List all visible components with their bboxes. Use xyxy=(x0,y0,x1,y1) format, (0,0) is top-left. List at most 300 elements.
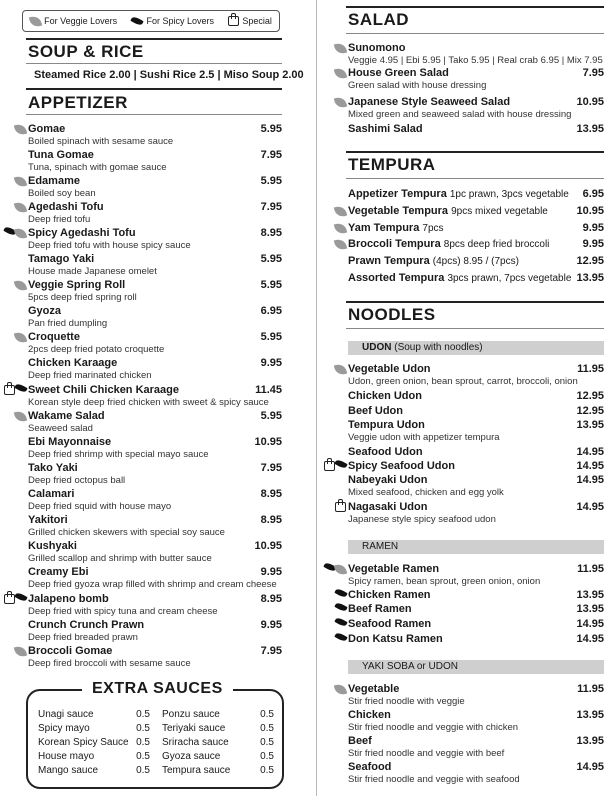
menu-item xyxy=(348,618,604,631)
menu-item xyxy=(28,357,282,381)
leaf-icon xyxy=(14,331,27,344)
menu-item xyxy=(28,488,282,512)
menu-item xyxy=(348,501,604,525)
yaki-bar: YAKI SOBA or UDON xyxy=(348,660,604,674)
soup-rice-line: Steamed Rice 2.00 | Sushi Rice 2.5 | Miso Soup 2.00 xyxy=(34,69,304,81)
item-description: Spicy ramen, bean sprout, green onion, onion xyxy=(348,576,541,587)
chili-icon xyxy=(334,601,347,612)
item-price: 13.95 xyxy=(576,123,604,135)
item-name-text: Beef Ramen xyxy=(348,603,412,615)
item-price: 6.95 xyxy=(260,305,282,317)
item-price: 9.95 xyxy=(582,222,604,234)
item-name-text: Kushyaki xyxy=(28,540,77,552)
leaf-icon xyxy=(334,683,347,696)
item-price: 14.95 xyxy=(576,501,604,513)
item-description: Veggie udon with appetizer tempura xyxy=(348,432,500,443)
sauce-name: Spicy mayo xyxy=(38,723,90,734)
sauce-name: Gyoza sauce xyxy=(162,751,221,762)
item-description: 5pcs deep fried spring roll xyxy=(28,292,137,303)
sauce-row xyxy=(38,764,150,777)
item-description: Veggie 4.95 | Ebi 5.95 | Tako 5.95 | Real crab 6.95 | Mix 7.95 xyxy=(348,55,603,66)
item-description: House made Japanese omelet xyxy=(28,266,157,277)
item-price: 9.95 xyxy=(260,357,282,369)
menu-item xyxy=(348,42,604,66)
item-name-text: Seafood Ramen xyxy=(348,618,432,630)
item-description: Seaweed salad xyxy=(28,423,93,434)
item-name-text: House Green Salad xyxy=(348,67,449,79)
sauce-row xyxy=(38,736,150,749)
item-name xyxy=(28,645,282,658)
menu-item xyxy=(348,709,604,733)
item-name xyxy=(348,501,604,514)
leaf-icon xyxy=(334,563,347,576)
leaf-icon xyxy=(334,67,347,80)
item-description: 2pcs deep fried potato croquette xyxy=(28,344,165,355)
menu-item xyxy=(348,188,604,201)
menu-item xyxy=(28,619,282,643)
thumbs-up-icon xyxy=(4,385,15,395)
item-price: 5.95 xyxy=(260,175,282,187)
sauce-price: 0.5 xyxy=(260,751,274,762)
item-name-text: Sunomono xyxy=(348,42,406,54)
leaf-icon xyxy=(334,363,347,376)
appetizer-title: APPETIZER xyxy=(28,93,128,112)
item-name xyxy=(348,188,604,201)
menu-item xyxy=(28,253,282,277)
item-name xyxy=(28,123,282,136)
menu-item xyxy=(348,405,604,418)
item-name xyxy=(348,238,604,251)
item-name xyxy=(348,272,604,285)
noodles-title: NOODLES xyxy=(348,305,436,324)
item-price: 9.95 xyxy=(260,619,282,631)
menu-item xyxy=(28,593,282,617)
item-description: Deep fried with spicy tuna and cream cheese xyxy=(28,606,218,617)
sauce-row xyxy=(38,722,150,735)
sauce-row xyxy=(38,750,150,763)
item-price: 5.95 xyxy=(260,410,282,422)
item-name-text: Chicken Udon xyxy=(348,390,422,402)
item-price: 5.95 xyxy=(260,331,282,343)
item-price: 14.95 xyxy=(576,633,604,645)
sauce-row xyxy=(38,708,150,721)
item-name xyxy=(348,633,604,646)
section-rule xyxy=(26,63,282,64)
sauce-row xyxy=(162,722,274,735)
chili-icon xyxy=(334,616,347,627)
item-name-text: Spicy Agedashi Tofu xyxy=(28,227,136,239)
menu-item xyxy=(28,149,282,173)
item-description: Korean style deep fried chicken with sweet & spicy sauce xyxy=(28,397,269,408)
item-name-text: Jalapeno bomb xyxy=(28,593,109,605)
chili-icon xyxy=(334,587,347,598)
item-price: 7.95 xyxy=(260,149,282,161)
item-name xyxy=(348,222,604,235)
menu-item xyxy=(28,331,282,355)
item-inline-desc: 1pc prawn, 3pcs vegetable xyxy=(449,189,569,200)
item-name xyxy=(28,227,282,240)
leaf-icon xyxy=(334,238,347,251)
item-name-text: Edamame xyxy=(28,175,80,187)
item-price: 12.95 xyxy=(576,255,604,267)
item-price: 14.95 xyxy=(576,761,604,773)
item-name-text: Creamy Ebi xyxy=(28,566,89,578)
item-name-text: Chicken Karaage xyxy=(28,357,118,369)
item-price: 8.95 xyxy=(260,227,282,239)
item-name-text: Vegetable Tempura xyxy=(348,205,449,217)
item-description: Japanese style spicy seafood udon xyxy=(348,514,496,525)
item-name xyxy=(348,446,604,459)
menu-item xyxy=(348,390,604,403)
item-price: 13.95 xyxy=(576,589,604,601)
item-price: 13.95 xyxy=(576,272,604,284)
item-name-text: Vegetable Ramen xyxy=(348,563,440,575)
item-name xyxy=(28,357,282,370)
menu-item xyxy=(348,67,604,91)
menu-item xyxy=(348,272,604,285)
item-price: 10.95 xyxy=(576,205,604,217)
item-price: 13.95 xyxy=(576,709,604,721)
item-description: Deep fried gyoza wrap filled with shrimp and cream cheese xyxy=(28,579,277,590)
chili-icon xyxy=(14,382,27,393)
sauce-price: 0.5 xyxy=(260,765,274,776)
item-name-text: Sashimi Salad xyxy=(348,123,423,135)
item-price: 8.95 xyxy=(260,514,282,526)
menu-item xyxy=(348,589,604,602)
item-description: Udon, green onion, bean sprout, carrot, broccoli, onion xyxy=(348,376,578,387)
sauce-price: 0.5 xyxy=(136,737,150,748)
item-name-text: Gomae xyxy=(28,123,66,135)
item-price: 10.95 xyxy=(254,436,282,448)
item-name-text: Nabeyaki Udon xyxy=(348,474,428,486)
item-name-text: Yam Tempura xyxy=(348,222,420,234)
item-name xyxy=(28,305,282,318)
menu-item xyxy=(28,123,282,147)
extra-sauces-title: EXTRA SAUCES xyxy=(82,680,233,698)
item-name xyxy=(28,462,282,475)
item-price: 5.95 xyxy=(260,123,282,135)
item-price: 7.95 xyxy=(260,462,282,474)
item-name xyxy=(28,436,282,449)
soup-rice-title: SOUP & RICE xyxy=(28,42,144,61)
item-description: Grilled chicken skewers with special soy sauce xyxy=(28,527,225,538)
item-price: 7.95 xyxy=(260,201,282,213)
item-name-text: Appetizer Tempura xyxy=(348,188,447,200)
menu-item xyxy=(348,96,604,120)
item-inline-desc: 8pcs deep fried broccoli xyxy=(443,239,550,250)
item-description: Grilled scallop and shrimp with butter sauce xyxy=(28,553,212,564)
legend-special: Special xyxy=(228,16,272,26)
item-price: 14.95 xyxy=(576,474,604,486)
menu-item xyxy=(28,462,282,486)
ramen-bar: RAMEN xyxy=(348,540,604,554)
item-name xyxy=(28,253,282,266)
menu-item xyxy=(348,419,604,443)
item-name-text: Gyoza xyxy=(28,305,62,317)
sauce-price: 0.5 xyxy=(260,737,274,748)
sauce-price: 0.5 xyxy=(136,751,150,762)
menu-item xyxy=(348,205,604,218)
chili-icon xyxy=(131,15,144,26)
chili-icon xyxy=(334,631,347,642)
item-name-text: Spicy Seafood Udon xyxy=(348,460,455,472)
item-price: 10.95 xyxy=(254,540,282,552)
leaf-icon xyxy=(14,279,27,292)
item-name-text: Assorted Tempura xyxy=(348,272,445,284)
item-price: 11.95 xyxy=(577,683,604,695)
item-price: 14.95 xyxy=(576,460,604,472)
item-name-text: Croquette xyxy=(28,331,80,343)
item-price: 7.95 xyxy=(260,645,282,657)
item-inline-desc: 9pcs mixed vegetable xyxy=(451,206,548,217)
item-description: Tuna, spinach with gomae sauce xyxy=(28,162,167,173)
item-price: 8.95 xyxy=(260,593,282,605)
item-price: 12.95 xyxy=(576,390,604,402)
thumbs-up-icon xyxy=(335,502,346,512)
item-name xyxy=(348,405,604,418)
item-name xyxy=(28,540,282,553)
leaf-icon xyxy=(14,410,27,423)
item-description: Deep fried marinated chicken xyxy=(28,370,152,381)
item-name-text: Vegetable Udon xyxy=(348,363,431,375)
item-name xyxy=(348,709,604,722)
sauce-name: Korean Spicy Sauce xyxy=(38,737,129,748)
item-description: Mixed seafood, chicken and egg yolk xyxy=(348,487,504,498)
section-rule xyxy=(346,33,604,34)
item-description: Boiled soy bean xyxy=(28,188,96,199)
item-name xyxy=(348,255,604,268)
menu-item xyxy=(28,410,282,434)
legend-veggie: For Veggie Lovers xyxy=(30,16,117,27)
item-name-text: Seafood xyxy=(348,761,392,773)
item-name-text: Veggie Spring Roll xyxy=(28,279,126,291)
legend xyxy=(22,10,280,32)
item-name xyxy=(28,384,282,397)
item-name-text: Chicken Ramen xyxy=(348,589,431,601)
leaf-icon xyxy=(14,123,27,136)
item-name-text: Ebi Mayonnaise xyxy=(28,436,112,448)
item-name xyxy=(348,603,604,616)
item-name xyxy=(348,618,604,631)
sauce-name: Unagi sauce xyxy=(38,709,94,720)
item-name xyxy=(28,488,282,501)
sauce-name: Tempura sauce xyxy=(162,765,231,776)
item-description: Deep fried tofu with house spicy sauce xyxy=(28,240,191,251)
leaf-icon xyxy=(334,42,347,55)
item-name xyxy=(28,201,282,214)
menu-item xyxy=(348,238,604,251)
sauce-price: 0.5 xyxy=(136,723,150,734)
item-price: 8.95 xyxy=(260,488,282,500)
item-name-text: Vegetable xyxy=(348,683,400,695)
item-price: 10.95 xyxy=(576,96,604,108)
menu-item xyxy=(348,563,604,587)
item-name-text: Beef Udon xyxy=(348,405,403,417)
item-price: 12.95 xyxy=(576,405,604,417)
item-name xyxy=(28,331,282,344)
tempura-title: TEMPURA xyxy=(348,155,436,174)
item-name xyxy=(348,419,604,432)
item-name xyxy=(28,175,282,188)
item-name-text: Chicken xyxy=(348,709,391,721)
column-divider xyxy=(316,0,317,796)
item-price: 13.95 xyxy=(576,603,604,615)
item-name xyxy=(348,735,604,748)
section-rule xyxy=(346,151,604,153)
menu-item xyxy=(28,175,282,199)
leaf-icon xyxy=(334,222,347,235)
chili-icon xyxy=(14,591,27,602)
item-price: 11.95 xyxy=(577,563,604,575)
menu-item xyxy=(348,123,604,136)
item-price: 5.95 xyxy=(260,279,282,291)
sauce-name: Teriyaki sauce xyxy=(162,723,226,734)
section-rule xyxy=(26,88,282,90)
item-name xyxy=(28,410,282,423)
leaf-icon xyxy=(14,201,27,214)
item-price: 13.95 xyxy=(576,419,604,431)
sauce-name: Mango sauce xyxy=(38,765,99,776)
item-name xyxy=(348,474,604,487)
sauce-name: House mayo xyxy=(38,751,95,762)
leaf-icon xyxy=(334,205,347,218)
sauce-price: 0.5 xyxy=(260,723,274,734)
legend-spicy: For Spicy Lovers xyxy=(131,16,214,26)
item-name-text: Wakame Salad xyxy=(28,410,105,422)
sauce-row xyxy=(162,764,274,777)
item-name xyxy=(348,683,604,696)
menu-item xyxy=(348,761,604,785)
leaf-icon xyxy=(29,14,42,27)
menu-item xyxy=(348,222,604,235)
menu-item xyxy=(348,255,604,268)
item-price: 14.95 xyxy=(576,446,604,458)
item-name-text: Tako Yaki xyxy=(28,462,78,474)
item-description: Deep fried tofu xyxy=(28,214,91,225)
section-rule xyxy=(26,38,282,40)
leaf-icon xyxy=(14,645,27,658)
item-name xyxy=(348,123,604,136)
item-name-text: Crunch Crunch Prawn xyxy=(28,619,145,631)
item-name xyxy=(348,42,604,55)
menu-item xyxy=(348,460,604,473)
item-name xyxy=(348,761,604,774)
item-name xyxy=(348,96,604,109)
item-name-text: Tempura Udon xyxy=(348,419,425,431)
item-description: Deep fried shrimp with special mayo sauce xyxy=(28,449,209,460)
item-name-text: Don Katsu Ramen xyxy=(348,633,443,645)
menu-item xyxy=(348,446,604,459)
item-name-text: Broccoli Gomae xyxy=(28,645,113,657)
item-description: Green salad with house dressing xyxy=(348,80,487,91)
item-price: 11.45 xyxy=(255,384,282,396)
menu-item xyxy=(28,201,282,225)
item-name-text: Beef xyxy=(348,735,372,747)
item-name-text: Tamago Yaki xyxy=(28,253,95,265)
item-description: Stir fried noodle and veggie with beef xyxy=(348,748,505,759)
item-price: 13.95 xyxy=(576,735,604,747)
item-description: Deep fried squid with house mayo xyxy=(28,501,172,512)
item-description: Deep fried octopus ball xyxy=(28,475,126,486)
item-inline-desc: 3pcs prawn, 7pcs vegetable xyxy=(447,273,572,284)
item-price: 6.95 xyxy=(582,188,604,200)
sauce-row xyxy=(162,736,274,749)
menu-item xyxy=(28,227,282,251)
menu-item xyxy=(28,514,282,538)
item-description: Deep fired broccoli with sesame sauce xyxy=(28,658,191,669)
item-price: 14.95 xyxy=(576,618,604,630)
thumbs-up-icon xyxy=(324,461,335,471)
item-name-text: Nagasaki Udon xyxy=(348,501,428,513)
menu-item xyxy=(348,603,604,616)
section-rule xyxy=(346,178,604,179)
item-description: Boiled spinach with sesame sauce xyxy=(28,136,174,147)
thumbs-up-icon xyxy=(4,594,15,604)
item-price: 7.95 xyxy=(582,67,604,79)
sauce-price: 0.5 xyxy=(260,709,274,720)
item-name xyxy=(348,67,604,80)
sauce-row xyxy=(162,708,274,721)
item-name xyxy=(348,205,604,218)
item-description: Stir fried noodle and veggie with chicken xyxy=(348,722,519,733)
menu-item xyxy=(28,566,282,590)
menu-item xyxy=(28,305,282,329)
item-price: 9.95 xyxy=(582,238,604,250)
item-name-text: Prawn Tempura xyxy=(348,255,430,267)
chili-icon xyxy=(334,458,347,469)
udon-bar: UDON (Soup with noodles) xyxy=(348,341,604,355)
menu-item xyxy=(348,633,604,646)
menu-item xyxy=(348,735,604,759)
section-rule xyxy=(346,6,604,8)
item-description: Deep fried breaded prawn xyxy=(28,632,138,643)
item-name xyxy=(28,593,282,606)
item-description: Mixed green and seaweed salad with house dressing xyxy=(348,109,572,120)
sauce-row xyxy=(162,750,274,763)
section-rule xyxy=(346,328,604,329)
menu-item xyxy=(28,436,282,460)
item-name-text: Yakitori xyxy=(28,514,68,526)
salad-title: SALAD xyxy=(348,10,410,29)
leaf-icon xyxy=(14,175,27,188)
section-rule xyxy=(346,301,604,303)
item-inline-desc: 7pcs xyxy=(422,223,444,234)
item-inline-desc: (4pcs) 8.95 / (7pcs) xyxy=(432,256,519,267)
item-description: Stir fried noodle with veggie xyxy=(348,696,465,707)
item-price: 5.95 xyxy=(260,253,282,265)
item-name xyxy=(28,279,282,292)
item-name-text: Tuna Gomae xyxy=(28,149,94,161)
item-name xyxy=(348,589,604,602)
item-name-text: Calamari xyxy=(28,488,75,500)
item-name xyxy=(348,460,604,473)
item-description: Stir fried noodle and veggie with seafood xyxy=(348,774,520,785)
item-name-text: Sweet Chili Chicken Karaage xyxy=(28,384,179,396)
item-name-text: Seafood Udon xyxy=(348,446,423,458)
menu-item xyxy=(348,474,604,498)
section-rule xyxy=(26,114,282,115)
item-name-text: Agedashi Tofu xyxy=(28,201,104,213)
menu-item xyxy=(28,384,282,408)
item-name-text: Broccoli Tempura xyxy=(348,238,441,250)
menu-item xyxy=(348,363,604,387)
item-name xyxy=(28,514,282,527)
sauce-price: 0.5 xyxy=(136,765,150,776)
leaf-icon xyxy=(334,96,347,109)
menu-item xyxy=(348,683,604,707)
menu-item xyxy=(28,279,282,303)
sauce-name: Ponzu sauce xyxy=(162,709,220,720)
